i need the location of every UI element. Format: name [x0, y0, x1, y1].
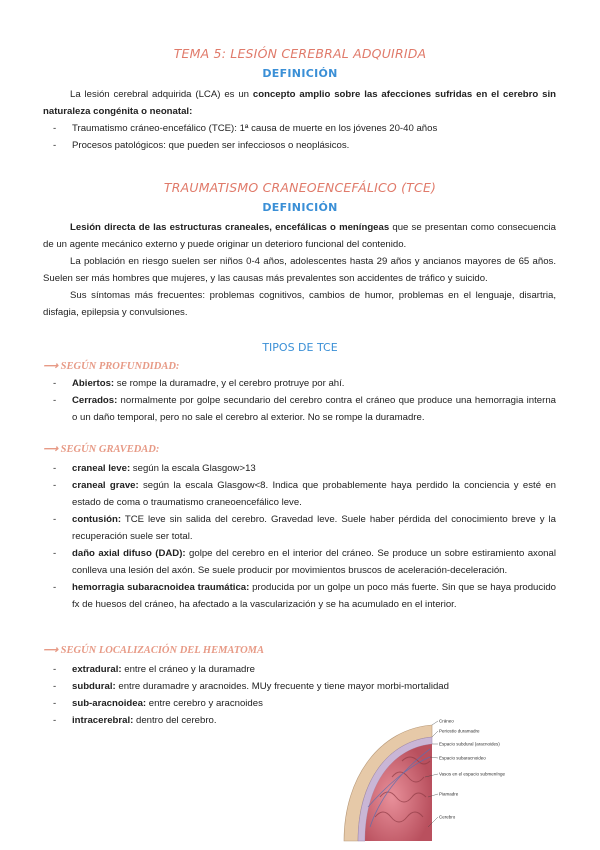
tce-para-1 [43, 219, 556, 253]
lca-intro-bold: concepto amplio sobre las afecciones sufridas en el cerebro sin naturaleza congénita o neonatal: [43, 89, 556, 117]
tipos-heading: TIPOS DE TCE [262, 341, 338, 354]
tce-definition-heading: DEFINICIÓN [262, 201, 338, 214]
tce-para-2: La población en riesgo suelen ser niños 0-4 años, adolescentes hasta 29 años y ancianos mayores de 65 años. Suelen ser más hombres que mujeres, y las causas más prevalentes son accidentes de tráfico y suicido. [43, 256, 556, 284]
section-profundidad: ⟶ SEGÚN PROFUNDIDAD: [43, 361, 180, 372]
label-vasos: Vasos en el espacio submeníngeo [439, 771, 505, 777]
item-term: craneal leve: [72, 463, 131, 474]
meninges-diagram [340, 717, 505, 845]
tce-title: TRAUMATISMO CRANEOENCEFÁLICO (TCE) [163, 180, 437, 195]
item-term: contusión: [72, 514, 122, 525]
item-text: según la escala Glasgow>13 [130, 463, 256, 474]
item-text: golpe del cerebro en el interior del cráneo. Se produce un sobre estiramiento axonal conlleva una lesión del axón. Se suele producir por movimientos bruscos de aceleración-deceleración. [72, 548, 556, 576]
label-espacio-subdural: Espacio subdural (aracnoides) [439, 741, 500, 747]
list-item [0, 695, 556, 712]
item-text: entre el cráneo y la duramadre [121, 664, 255, 675]
lca-definition [43, 86, 556, 120]
item-text: producida por un golpe un poco más fuerte. Sin que se haya producido fx de huesos del cráneo, ha afectado a la vascularización y se ha acumulado en el interior. [72, 582, 556, 610]
list-item: - Procesos patológicos: que pueden ser infecciosos o neoplásicos. [0, 137, 556, 154]
tce-para-1-bold: Lesión directa de las estructuras craneales, encefálicas o meníngeas [70, 222, 390, 233]
document-title: TEMA 5: LESIÓN CEREBRAL ADQUIRIDA [173, 46, 427, 61]
list-item [0, 375, 556, 392]
label-espacio-subaracnoideo: Espacio subaracnoideo [439, 755, 486, 761]
item-term: sub-aracnoidea: [72, 698, 147, 709]
list-item [0, 460, 556, 477]
item-term: extradural: [72, 664, 122, 675]
lca-list [0, 120, 556, 154]
label-cerebro: Cerebro [439, 814, 456, 820]
section-gravedad: ⟶ SEGÚN GRAVEDAD: [43, 444, 160, 455]
item-text: entre cerebro y aracnoides [146, 698, 263, 709]
item-term: intracerebral: [72, 715, 134, 726]
section-hematoma: ⟶ SEGÚN LOCALIZACIÓN DEL HEMATOMA [43, 645, 265, 656]
item-text: se rompe la duramadre, y el cerebro protruye por ahí. [114, 378, 345, 389]
item-term: Cerrados: [72, 395, 118, 406]
definition-heading: DEFINICIÓN [262, 67, 338, 80]
label-craneo: Cráneo [439, 718, 454, 724]
list-item [0, 661, 556, 678]
profundidad-list [0, 375, 556, 426]
lca-intro [43, 86, 556, 120]
item-text: según la escala Glasgow<8. Indica que probablemente haya perdido la conciencia y esté en estado de coma o traumatismo craneoencefálico leve. [72, 480, 557, 508]
tce-para-1-text: que se presentan como consecuencia de un agente mecánico externo y puede originar un deterioro funcional del contenido. [43, 222, 556, 250]
gravedad-list [0, 460, 556, 613]
list-item [0, 392, 556, 426]
item-term: daño axial difuso (DAD): [72, 548, 186, 559]
lca-intro-text: La lesión cerebral adquirida (LCA) es un [70, 89, 253, 100]
item-text: entre duramadre y aracnoides. MUy frecuente y tiene mayor morbi-mortalidad [115, 681, 449, 692]
label-piamadre: Piamadre [439, 791, 459, 797]
item-text: dentro del cerebro. [133, 715, 217, 726]
item-term: Abiertos: [72, 378, 115, 389]
list-item [0, 477, 556, 511]
item-term: subdural: [72, 681, 116, 692]
item-term: craneal grave: [72, 480, 139, 491]
list-item [0, 579, 556, 613]
list-item [0, 511, 556, 545]
label-periostio: Periostio duramadre [439, 728, 480, 734]
list-item: - Traumatismo cráneo-encefálico (TCE): 1ª causa de muerte en los jóvenes 20-40 años [0, 120, 556, 137]
item-text: TCE leve sin salida del cerebro. Gravedad leve. Suele haber pérdida del conocimiento breve y la recuperación suele ser total. [72, 514, 556, 542]
item-text: normalmente por golpe secundario del cerebro contra el cráneo que produce una hemorragia interna o un daño temporal, pero no sale el cerebro al exterior. No se rompe la duramadre. [72, 395, 556, 423]
tce-para-3: Sus síntomas más frecuentes: problemas cognitivos, cambios de humor, problemas en el lenguaje, disartria, disfagia, epilepsia y convulsiones. [43, 290, 556, 318]
list-item [0, 545, 556, 579]
tce-definition [43, 219, 556, 321]
meninges-figure [340, 717, 505, 845]
list-item [0, 678, 556, 695]
item-term: hemorragia subaracnoidea traumática: [72, 582, 250, 593]
